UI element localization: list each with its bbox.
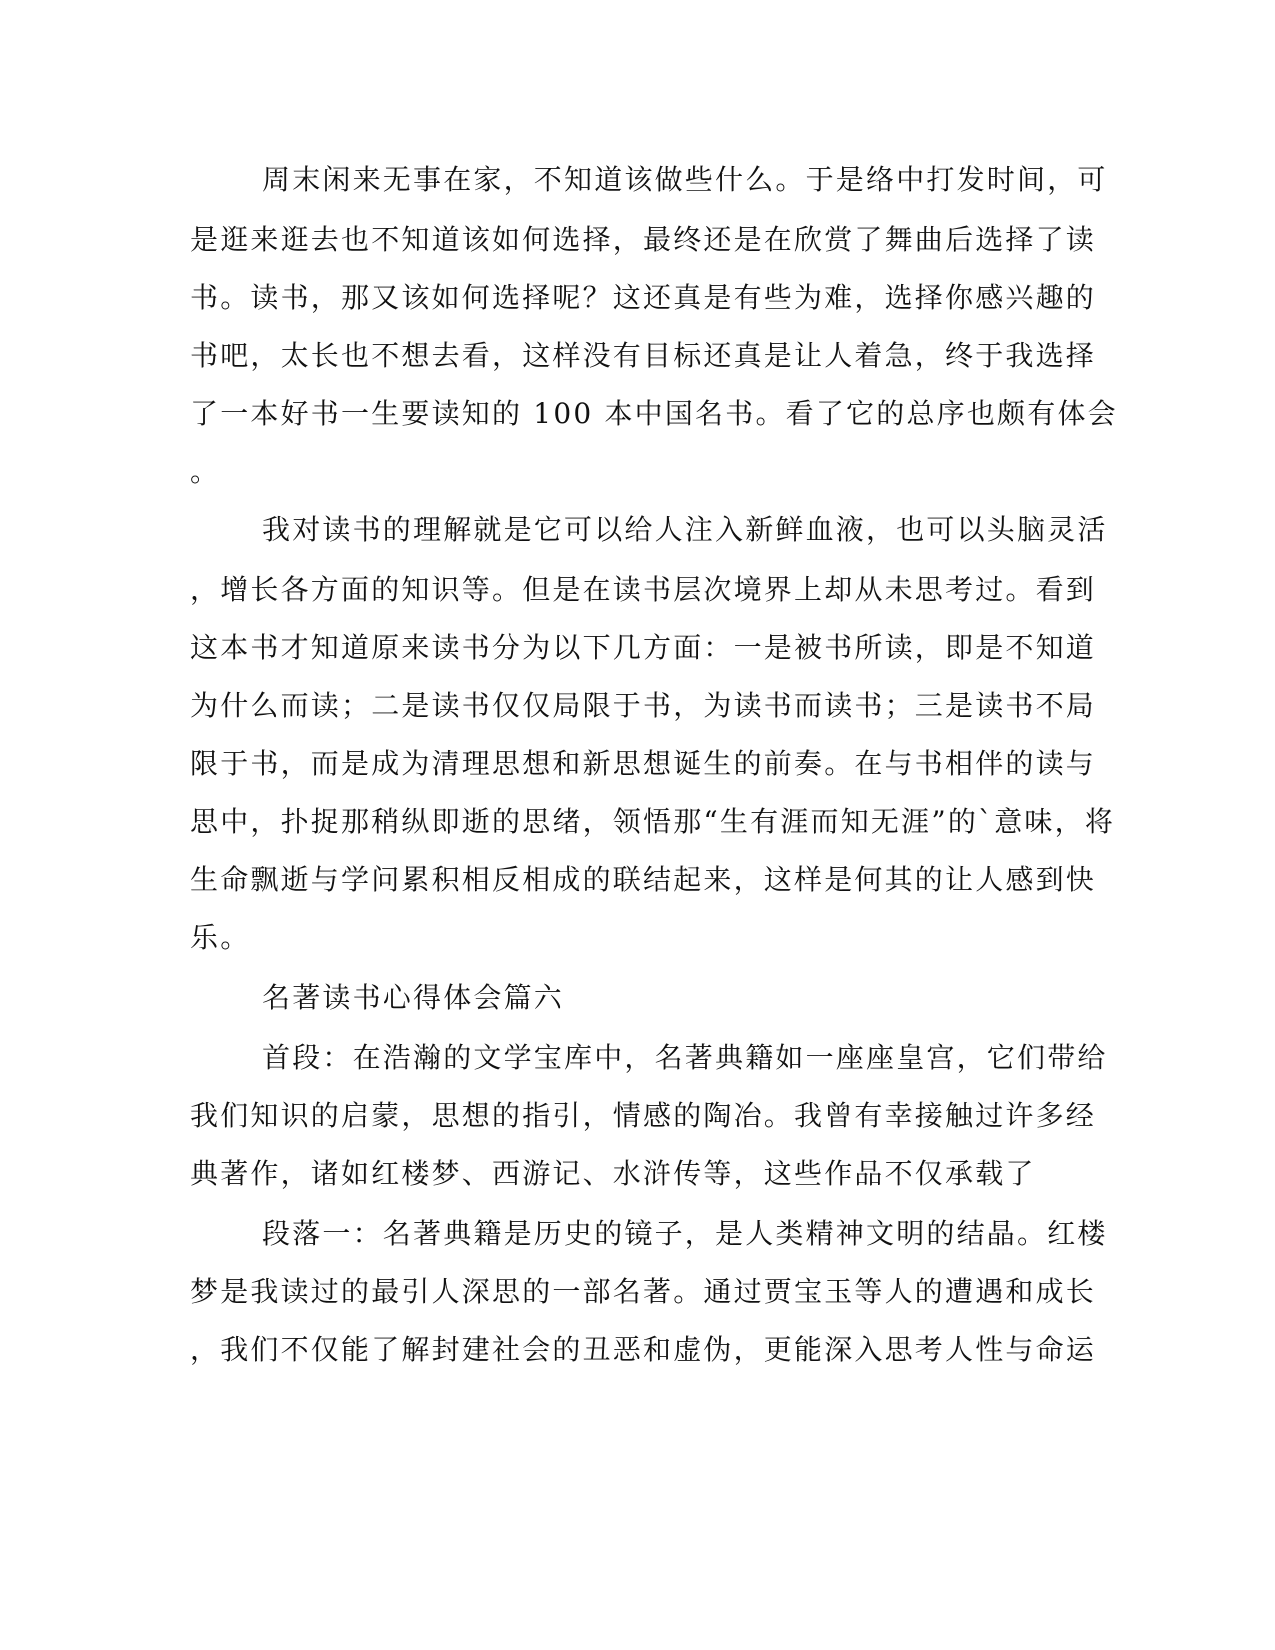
paragraph-3-line-1: 首段：在浩瀚的文学宝库中，名著典籍如一座座皇宫，它们带给	[262, 1041, 1108, 1074]
paragraph-1-line-6: 。	[190, 455, 221, 488]
paragraph-2-line-6: 思中，扑捉那稍纵即逝的思绪，领悟那“生有涯而知无涯”的`意味，将	[190, 805, 1116, 838]
paragraph-4-line-1: 段落一：名著典籍是历史的镜子，是人类精神文明的结晶。红楼	[262, 1217, 1108, 1250]
paragraph-2-line-1: 我对读书的理解就是它可以给人注入新鲜血液，也可以头脑灵活	[262, 513, 1108, 546]
paragraph-1-line-1: 周末闲来无事在家，不知道该做些什么。于是络中打发时间，可	[262, 163, 1108, 196]
paragraph-2-line-2: ，增长各方面的知识等。但是在读书层次境界上却从未思考过。看到	[190, 573, 1097, 606]
paragraph-4-line-3: ，我们不仅能了解封建社会的丑恶和虚伪，更能深入思考人性与命运	[190, 1333, 1097, 1366]
paragraph-2-line-7: 生命飘逝与学问累积相反相成的联结起来，这样是何其的让人感到快	[190, 863, 1097, 896]
paragraph-1-line-3: 书。读书，那又该如何选择呢？这还真是有些为难，选择你感兴趣的	[190, 281, 1097, 314]
paragraph-3-line-2: 我们知识的启蒙，思想的指引，情感的陶冶。我曾有幸接触过许多经	[190, 1099, 1097, 1132]
section-heading: 名著读书心得体会篇六	[262, 981, 565, 1014]
paragraph-2-line-8: 乐。	[190, 921, 251, 954]
paragraph-2-line-5: 限于书，而是成为清理思想和新思想诞生的前奏。在与书相伴的读与	[190, 747, 1097, 780]
paragraph-1-line-5: 了一本好书一生要读知的 100 本中国名书。看了它的总序也颇有体会	[190, 397, 1118, 430]
paragraph-2-line-4: 为什么而读；二是读书仅仅局限于书，为读书而读书；三是读书不局	[190, 689, 1097, 722]
paragraph-1-line-4: 书吧，太长也不想去看，这样没有目标还真是让人着急，终于我选择	[190, 339, 1097, 372]
paragraph-4-line-2: 梦是我读过的最引人深思的一部名著。通过贾宝玉等人的遭遇和成长	[190, 1275, 1097, 1308]
paragraph-2-line-3: 这本书才知道原来读书分为以下几方面：一是被书所读，即是不知道	[190, 631, 1097, 664]
paragraph-1-line-2: 是逛来逛去也不知道该如何选择，最终还是在欣赏了舞曲后选择了读	[190, 223, 1097, 256]
paragraph-3-line-3: 典著作，诸如红楼梦、西游记、水浒传等，这些作品不仅承载了	[190, 1157, 1036, 1190]
